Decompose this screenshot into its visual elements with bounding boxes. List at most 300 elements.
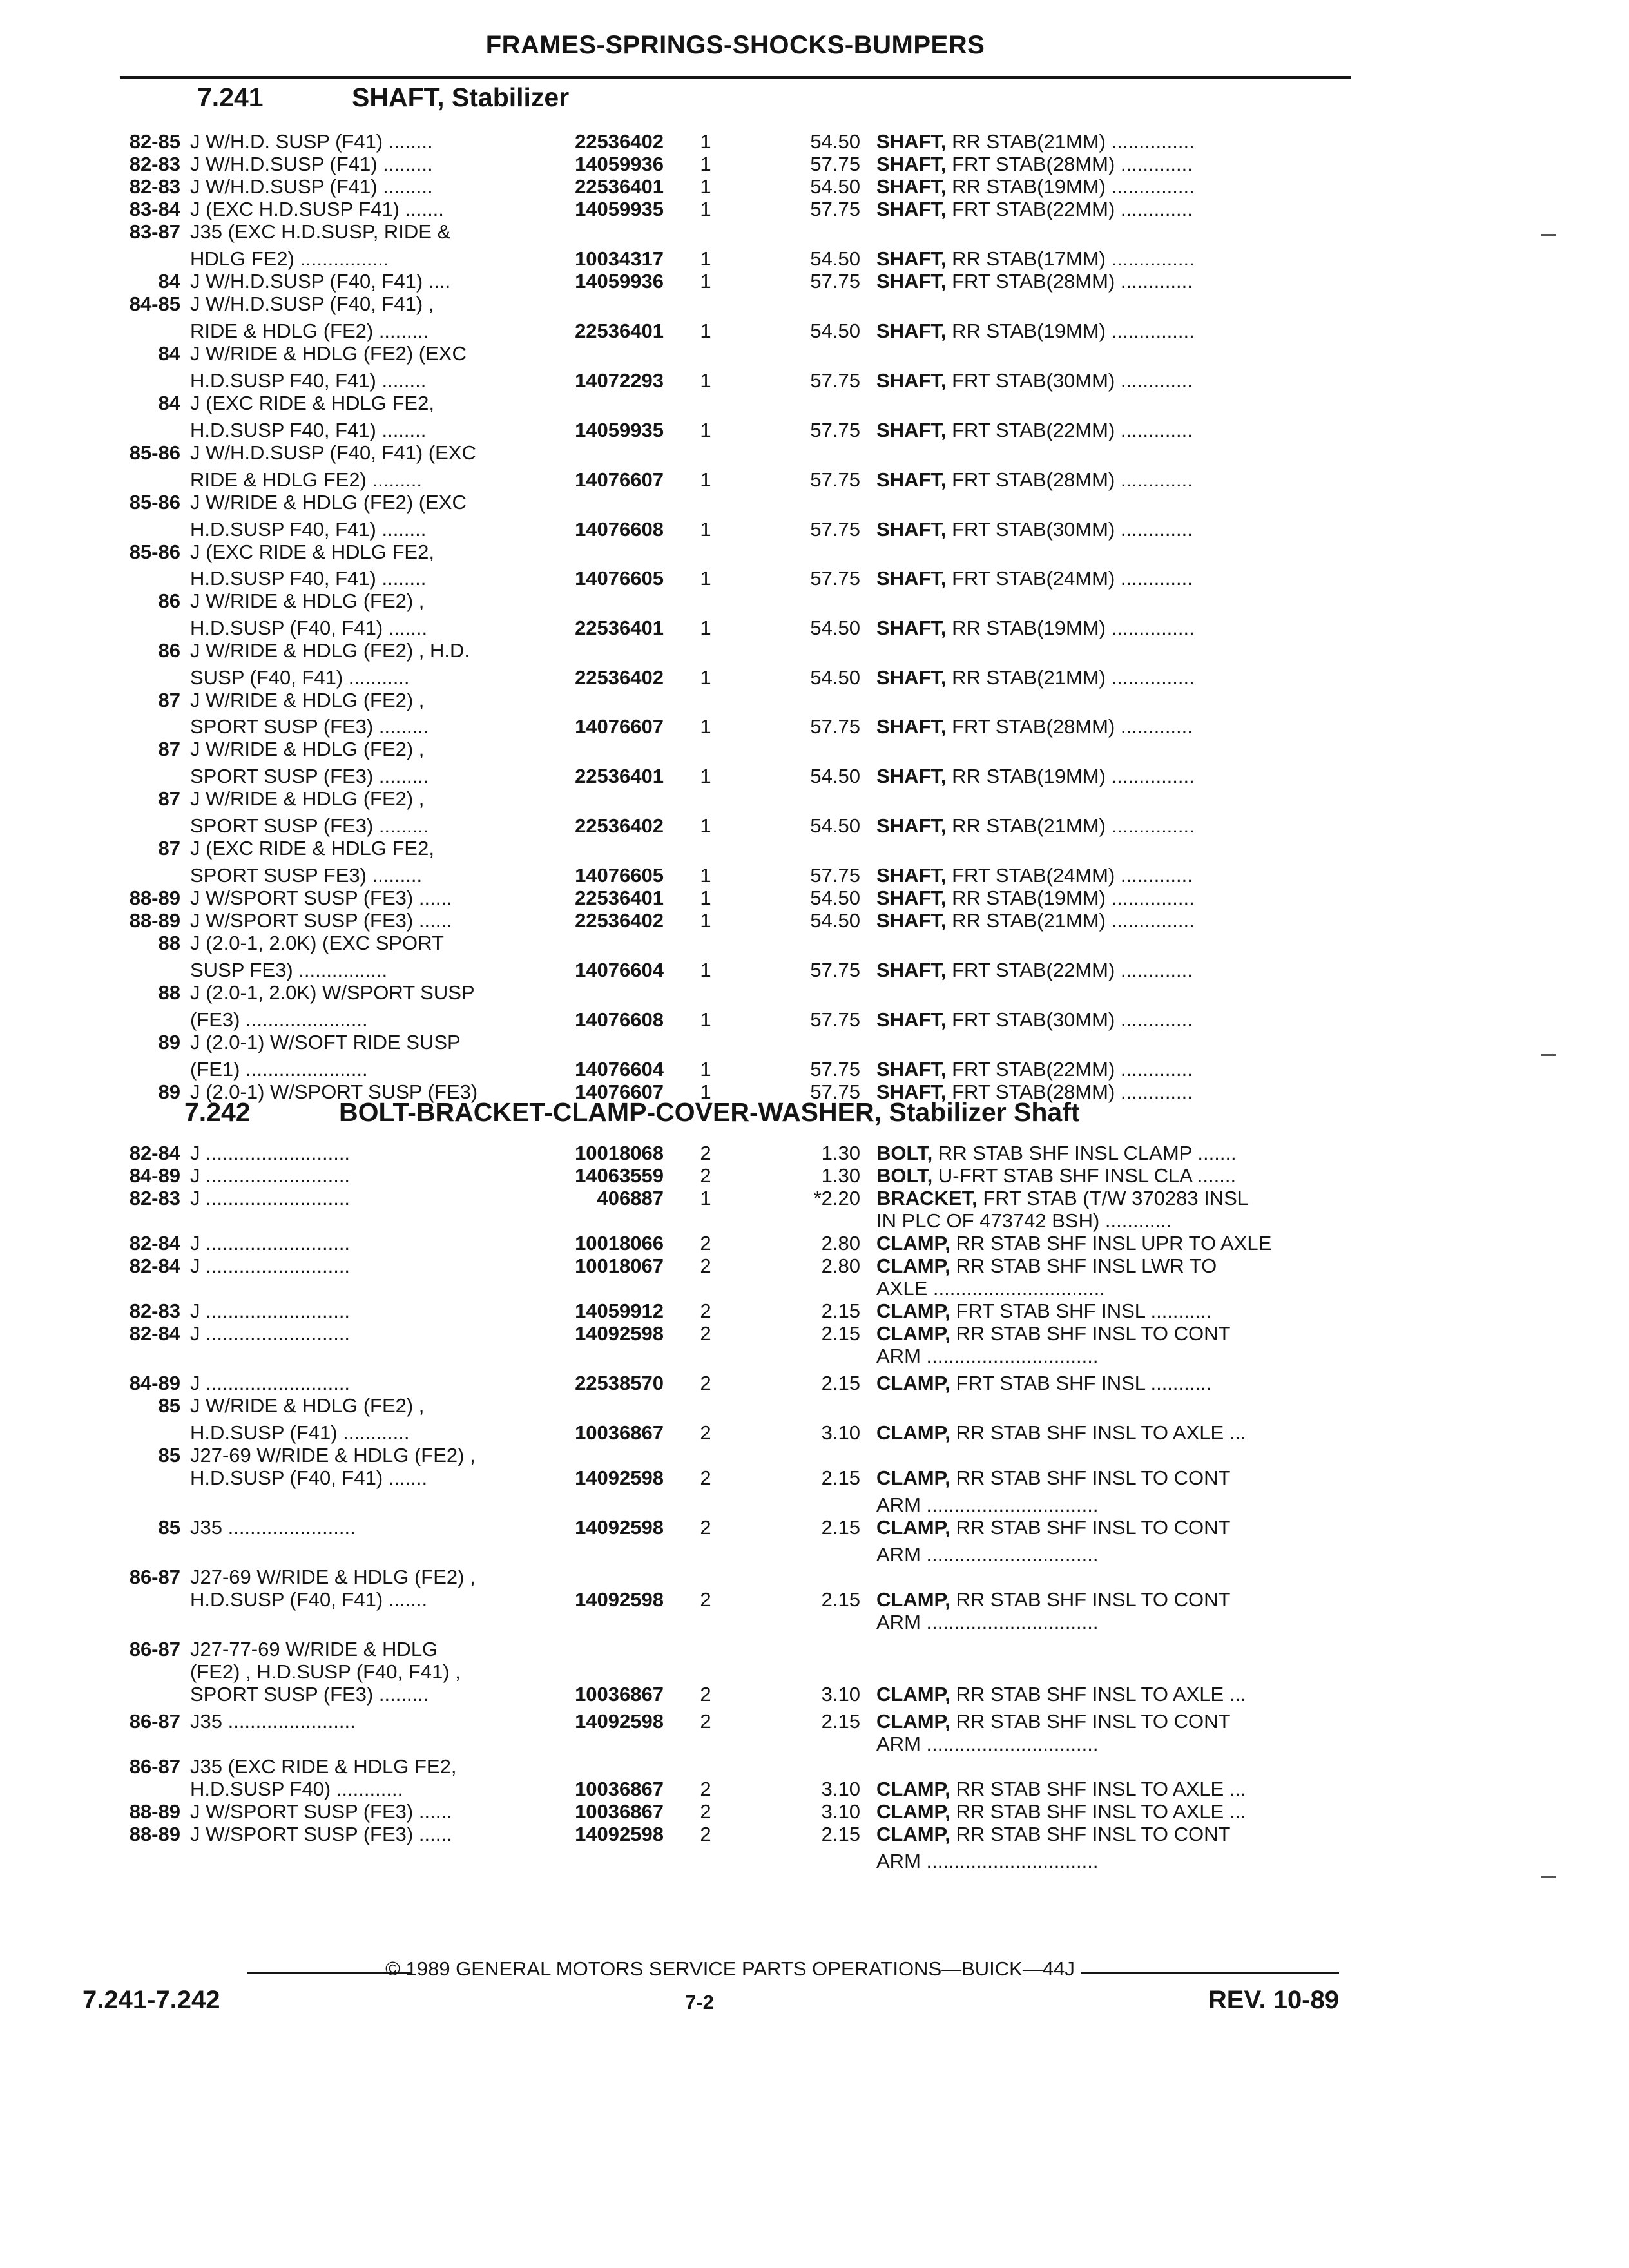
row-part: 10036867	[575, 1421, 664, 1444]
row-qty: 1	[700, 887, 711, 909]
part-name-keyword: BRACKET,	[876, 1187, 978, 1209]
row-part: 10018067	[575, 1254, 664, 1277]
row-part-name	[876, 1516, 1347, 1539]
row-desc: J27-69 W/RIDE & HDLG (FE2) ,	[190, 1444, 476, 1466]
parts-row	[103, 1588, 1347, 1611]
page-footer	[82, 1946, 1339, 2030]
row-part: 14072293	[575, 369, 664, 392]
row-part: 10018068	[575, 1142, 664, 1164]
row-qty: 2	[700, 1683, 711, 1706]
row-desc: H.D.SUSP (F40, F41) .......	[190, 1466, 428, 1489]
parts-row	[103, 887, 1347, 910]
row-years: 82-83	[129, 1187, 180, 1209]
part-name-keyword: SHAFT,	[876, 617, 947, 639]
part-name-detail: FRT STAB (T/W 370283 INSL	[977, 1187, 1249, 1209]
parts-row	[103, 1778, 1347, 1801]
row-part-name	[876, 1683, 1347, 1706]
part-name-detail: AXLE ...............................	[876, 1277, 1105, 1300]
row-qty: 1	[700, 864, 711, 887]
part-name-detail: FRT STAB SHF INSL ...........	[950, 1372, 1212, 1394]
part-name-detail: FRT STAB(24MM) .............	[946, 864, 1193, 887]
row-desc: RIDE & HDLG FE2) .........	[190, 468, 423, 491]
part-name-detail: FRT STAB(24MM) .............	[946, 567, 1193, 590]
parts-row	[103, 1277, 1347, 1300]
row-price: 54.50	[810, 130, 860, 153]
row-qty: 2	[700, 1516, 711, 1539]
row-price: 1.30	[821, 1142, 860, 1164]
row-price: 57.75	[810, 864, 860, 887]
parts-row	[103, 617, 1347, 640]
row-years: 88	[158, 932, 180, 954]
row-desc: J W/RIDE & HDLG (FE2) (EXC	[190, 491, 467, 514]
row-desc: (FE2) , H.D.SUSP (F40, F41) ,	[190, 1660, 461, 1683]
parts-row	[103, 1008, 1347, 1032]
row-years: 85-86	[129, 441, 180, 464]
part-name-detail: FRT STAB(30MM) .............	[946, 518, 1193, 541]
parts-row	[103, 715, 1347, 738]
row-qty: 1	[700, 518, 711, 541]
part-name-detail: RR STAB SHF INSL TO CONT	[950, 1516, 1231, 1539]
row-price: 57.75	[810, 1058, 860, 1081]
section-number: 7.242	[184, 1097, 251, 1127]
row-part: 22536401	[575, 175, 664, 198]
parts-row	[103, 1800, 1347, 1823]
parts-row	[103, 392, 1347, 415]
part-name-detail: RR STAB(21MM) ...............	[946, 814, 1195, 837]
row-qty: 2	[700, 1710, 711, 1733]
parts-row	[103, 1516, 1347, 1539]
row-desc: J W/SPORT SUSP (FE3) ......	[190, 1823, 452, 1845]
row-desc: RIDE & HDLG (FE2) .........	[190, 320, 429, 342]
row-part-name	[876, 153, 1347, 176]
row-part: 10036867	[575, 1683, 664, 1706]
row-years: 84	[158, 270, 180, 293]
row-desc: H.D.SUSP F40, F41) ........	[190, 518, 427, 541]
row-part-name	[876, 1232, 1347, 1255]
row-part-name	[876, 1611, 1347, 1634]
row-desc: J W/RIDE & HDLG (FE2) ,	[190, 738, 425, 760]
row-part: 22536402	[575, 130, 664, 153]
row-years: 85-86	[129, 541, 180, 563]
part-name-keyword: SHAFT,	[876, 814, 947, 837]
row-price: 54.50	[810, 666, 860, 689]
part-name-detail: RR STAB SHF INSL UPR TO AXLE	[950, 1232, 1272, 1254]
row-part-name	[876, 1209, 1347, 1233]
row-years: 82-84	[129, 1322, 180, 1345]
parts-row	[103, 293, 1347, 316]
part-name-keyword: CLAMP,	[876, 1516, 950, 1539]
part-name-detail: ARM ...............................	[876, 1494, 1099, 1516]
row-desc: J (2.0-1) W/SOFT RIDE SUSP	[190, 1031, 461, 1053]
row-part-name	[876, 1164, 1347, 1187]
row-years: 88-89	[129, 887, 180, 909]
row-price: 54.50	[810, 247, 860, 270]
row-price: 2.15	[821, 1300, 860, 1322]
part-name-keyword: SHAFT,	[876, 175, 947, 198]
row-qty: 1	[700, 814, 711, 837]
row-desc: J W/H.D.SUSP (F41) .........	[190, 175, 433, 198]
row-part-name	[876, 1421, 1347, 1445]
part-name-detail: FRT STAB(28MM) .............	[946, 153, 1193, 175]
part-name-keyword: SHAFT,	[876, 369, 947, 392]
row-years: 88-89	[129, 1800, 180, 1823]
row-part-name	[876, 419, 1347, 442]
parts-row	[103, 153, 1347, 176]
parts-row	[103, 1543, 1347, 1566]
row-qty: 2	[700, 1823, 711, 1845]
parts-row	[103, 1372, 1347, 1395]
row-part-name	[876, 1494, 1347, 1517]
row-price: 54.50	[810, 909, 860, 932]
row-part-name	[876, 1850, 1347, 1873]
row-part: 14076605	[575, 567, 664, 590]
row-years: 89	[158, 1031, 180, 1053]
row-desc: J ..........................	[190, 1164, 351, 1187]
part-name-keyword: CLAMP,	[876, 1421, 950, 1444]
parts-row	[103, 1683, 1347, 1706]
row-part-name	[876, 468, 1347, 492]
row-price: 57.75	[810, 1008, 860, 1031]
margin-tick-mark	[1541, 1054, 1556, 1056]
row-part-name	[876, 1800, 1347, 1823]
row-part-name	[876, 1588, 1347, 1611]
row-price: 2.15	[821, 1322, 860, 1345]
footer-rule-right	[1081, 1972, 1339, 1974]
parts-row	[103, 787, 1347, 811]
row-qty: 2	[700, 1142, 711, 1164]
parts-row	[103, 1444, 1347, 1467]
row-part: 14059912	[575, 1300, 664, 1322]
row-years: 85	[158, 1444, 180, 1466]
row-part: 22536401	[575, 617, 664, 639]
parts-row	[103, 468, 1347, 492]
row-part: 10036867	[575, 1800, 664, 1823]
row-part-name	[876, 1466, 1347, 1490]
row-qty: 1	[700, 369, 711, 392]
parts-row	[103, 666, 1347, 689]
row-years: 89	[158, 1081, 180, 1103]
part-name-keyword: SHAFT,	[876, 666, 947, 689]
part-name-detail: RR STAB(19MM) ...............	[946, 175, 1195, 198]
row-qty: 1	[700, 617, 711, 639]
part-name-detail: FRT STAB SHF INSL ...........	[950, 1300, 1212, 1322]
row-part: 14059936	[575, 270, 664, 293]
row-part-name	[876, 1543, 1347, 1566]
row-part-name	[876, 1300, 1347, 1323]
row-years: 86-87	[129, 1710, 180, 1733]
part-name-detail: FRT STAB(28MM) .............	[946, 270, 1193, 293]
parts-row	[103, 909, 1347, 932]
part-name-detail: RR STAB SHF INSL TO CONT	[950, 1588, 1231, 1611]
part-name-detail: RR STAB SHF INSL TO CONT	[950, 1466, 1231, 1489]
row-part: 14092598	[575, 1588, 664, 1611]
row-desc: J W/H.D.SUSP (F40, F41) (EXC	[190, 441, 476, 464]
row-part-name	[876, 1277, 1347, 1300]
row-part-name	[876, 765, 1347, 788]
row-years: 86-87	[129, 1566, 180, 1588]
row-price: 2.15	[821, 1516, 860, 1539]
part-name-detail: ARM ...............................	[876, 1850, 1099, 1872]
footer-page-number: 7-2	[685, 1991, 714, 2013]
row-years: 82-83	[129, 153, 180, 175]
row-price: 54.50	[810, 814, 860, 837]
row-part: 22536402	[575, 666, 664, 689]
row-part-name	[876, 247, 1347, 271]
row-desc: J W/RIDE & HDLG (FE2) ,	[190, 787, 425, 810]
parts-row	[103, 1494, 1347, 1517]
parts-row	[103, 1850, 1347, 1873]
row-desc: SUSP FE3) ................	[190, 959, 388, 981]
row-years: 85	[158, 1394, 180, 1417]
parts-row	[103, 419, 1347, 442]
part-name-detail: RR STAB(19MM) ...............	[946, 320, 1195, 342]
part-name-keyword: BOLT,	[876, 1164, 933, 1187]
row-qty: 2	[700, 1300, 711, 1322]
row-qty: 1	[700, 468, 711, 491]
row-qty: 2	[700, 1254, 711, 1277]
row-part-name	[876, 1142, 1347, 1165]
part-name-detail: RR STAB(21MM) ...............	[946, 130, 1195, 153]
row-part: 406887	[597, 1187, 664, 1209]
parts-row	[103, 1611, 1347, 1634]
row-price: 2.80	[821, 1232, 860, 1254]
parts-row	[103, 518, 1347, 541]
row-part: 22536402	[575, 909, 664, 932]
part-name-detail: FRT STAB(22MM) .............	[946, 1058, 1193, 1081]
row-part-name	[876, 369, 1347, 392]
section-title: SHAFT, Stabilizer	[352, 82, 570, 112]
row-desc: J ..........................	[190, 1187, 351, 1209]
section-title: BOLT-BRACKET-CLAMP-COVER-WASHER, Stabilizer Shaft	[339, 1097, 1080, 1127]
row-desc: J W/H.D. SUSP (F41) ........	[190, 130, 433, 153]
row-price: 2.15	[821, 1466, 860, 1489]
row-years: 84	[158, 342, 180, 365]
part-name-detail: FRT STAB(30MM) .............	[946, 1008, 1193, 1031]
footer-section-range: 7.241-7.242	[82, 1986, 220, 2014]
part-name-keyword: SHAFT,	[876, 1008, 947, 1031]
row-years: 88-89	[129, 909, 180, 932]
part-name-detail: RR STAB SHF INSL TO CONT	[950, 1823, 1231, 1845]
row-desc: SPORT SUSP (FE3) .........	[190, 1683, 429, 1706]
part-name-detail: RR STAB(19MM) ...............	[946, 617, 1195, 639]
row-part: 14076607	[575, 468, 664, 491]
row-desc: HDLG FE2) ................	[190, 247, 389, 270]
row-desc: J W/RIDE & HDLG (FE2) , H.D.	[190, 639, 470, 662]
row-qty: 2	[700, 1372, 711, 1394]
parts-row	[103, 342, 1347, 365]
row-desc: J W/RIDE & HDLG (FE2) ,	[190, 689, 425, 711]
parts-row	[103, 491, 1347, 514]
row-desc: J35 (EXC H.D.SUSP, RIDE &	[190, 220, 451, 243]
row-years: 87	[158, 837, 180, 860]
part-name-keyword: SHAFT,	[876, 864, 947, 887]
parts-row	[103, 864, 1347, 887]
row-part: 14092598	[575, 1466, 664, 1489]
row-part-name	[876, 887, 1347, 910]
row-qty: 2	[700, 1588, 711, 1611]
row-qty: 1	[700, 666, 711, 689]
row-part-name	[876, 1778, 1347, 1801]
parts-row	[103, 1823, 1347, 1846]
part-name-keyword: SHAFT,	[876, 270, 947, 293]
parts-row	[103, 1660, 1347, 1684]
part-name-keyword: SHAFT,	[876, 130, 947, 153]
footer-revision: REV. 10-89	[1208, 1986, 1339, 2014]
row-part-name	[876, 617, 1347, 640]
row-desc: SPORT SUSP (FE3) .........	[190, 814, 429, 837]
row-part: 14059936	[575, 153, 664, 175]
part-name-keyword: CLAMP,	[876, 1300, 950, 1322]
row-desc: H.D.SUSP F40, F41) ........	[190, 369, 427, 392]
part-name-detail: FRT STAB(30MM) .............	[946, 369, 1193, 392]
row-qty: 1	[700, 198, 711, 220]
part-name-detail: RR STAB(19MM) ...............	[946, 887, 1195, 909]
part-name-detail: ARM ...............................	[876, 1611, 1099, 1633]
row-years: 82-85	[129, 130, 180, 153]
part-name-keyword: SHAFT,	[876, 959, 947, 981]
margin-tick-mark	[1541, 1876, 1556, 1878]
part-name-keyword: SHAFT,	[876, 198, 947, 220]
row-desc: J (EXC RIDE & HDLG FE2,	[190, 541, 434, 563]
row-years: 84	[158, 392, 180, 414]
row-qty: 1	[700, 1058, 711, 1081]
row-price: 57.75	[810, 270, 860, 293]
parts-row	[103, 220, 1347, 244]
part-name-keyword: CLAMP,	[876, 1823, 950, 1845]
part-name-keyword: CLAMP,	[876, 1232, 950, 1254]
row-years: 86	[158, 639, 180, 662]
row-desc: J35 (EXC RIDE & HDLG FE2,	[190, 1755, 457, 1778]
part-name-detail: ARM ...............................	[876, 1733, 1099, 1755]
row-price: 54.50	[810, 320, 860, 342]
part-name-detail: FRT STAB(28MM) .............	[946, 715, 1193, 738]
parts-row	[103, 270, 1347, 293]
row-qty: 1	[700, 909, 711, 932]
row-price: *2.20	[813, 1187, 860, 1209]
row-desc: J ..........................	[190, 1300, 351, 1322]
row-desc: J35 .......................	[190, 1710, 356, 1733]
part-name-detail: FRT STAB(22MM) .............	[946, 419, 1193, 441]
part-name-keyword: SHAFT,	[876, 1058, 947, 1081]
parts-row	[103, 1187, 1347, 1210]
part-name-keyword: CLAMP,	[876, 1778, 950, 1800]
row-desc: J (EXC RIDE & HDLG FE2,	[190, 837, 434, 860]
row-part: 10034317	[575, 247, 664, 270]
row-part: 14076607	[575, 1081, 664, 1103]
row-years: 88-89	[129, 1823, 180, 1845]
row-desc: J ..........................	[190, 1142, 351, 1164]
row-part-name	[876, 130, 1347, 153]
row-desc: J W/H.D.SUSP (F41) .........	[190, 153, 433, 175]
parts-row	[103, 1710, 1347, 1733]
row-price: 3.10	[821, 1778, 860, 1800]
row-part: 14092598	[575, 1516, 664, 1539]
row-qty: 2	[700, 1164, 711, 1187]
row-qty: 1	[700, 1081, 711, 1103]
parts-row	[103, 1755, 1347, 1778]
row-price: 57.75	[810, 959, 860, 981]
row-part: 22538570	[575, 1372, 664, 1394]
part-name-detail: RR STAB SHF INSL TO AXLE ...	[950, 1421, 1246, 1444]
row-years: 83-87	[129, 220, 180, 243]
row-desc: J ..........................	[190, 1232, 351, 1254]
part-name-detail: FRT STAB(22MM) .............	[946, 959, 1193, 981]
parts-row	[103, 1209, 1347, 1233]
row-price: 2.15	[821, 1710, 860, 1733]
row-qty: 1	[700, 765, 711, 787]
part-name-keyword: SHAFT,	[876, 715, 947, 738]
row-desc: H.D.SUSP (F40, F41) .......	[190, 1588, 428, 1611]
row-qty: 1	[700, 320, 711, 342]
part-name-detail: IN PLC OF 473742 BSH) ............	[876, 1209, 1172, 1232]
row-desc: J W/RIDE & HDLG (FE2) ,	[190, 1394, 425, 1417]
part-name-detail: RR STAB SHF INSL TO AXLE ...	[950, 1683, 1246, 1706]
row-price: 57.75	[810, 198, 860, 220]
row-price: 57.75	[810, 518, 860, 541]
row-part: 22536402	[575, 814, 664, 837]
row-price: 54.50	[810, 887, 860, 909]
row-part: 14076605	[575, 864, 664, 887]
parts-row	[103, 175, 1347, 198]
parts-row	[103, 981, 1347, 1004]
parts-row	[103, 1142, 1347, 1165]
row-part-name	[876, 175, 1347, 198]
row-desc: J W/RIDE & HDLG (FE2) ,	[190, 590, 425, 612]
parts-row	[103, 247, 1347, 271]
row-price: 2.80	[821, 1254, 860, 1277]
parts-row	[103, 1322, 1347, 1345]
row-part: 14092598	[575, 1823, 664, 1845]
row-desc: J27-77-69 W/RIDE & HDLG	[190, 1638, 438, 1660]
part-name-detail: ARM ...............................	[876, 1345, 1099, 1367]
row-qty: 2	[700, 1778, 711, 1800]
row-part-name	[876, 715, 1347, 738]
section-number: 7.241	[197, 82, 264, 112]
row-desc: J W/H.D.SUSP (F40, F41) ,	[190, 293, 434, 315]
row-desc: J (2.0-1, 2.0K) W/SPORT SUSP	[190, 981, 475, 1004]
row-years: 86-87	[129, 1638, 180, 1660]
row-part-name	[876, 567, 1347, 590]
row-price: 2.15	[821, 1372, 860, 1394]
row-years: 82-84	[129, 1232, 180, 1254]
row-price: 57.75	[810, 153, 860, 175]
row-desc: (FE3) ......................	[190, 1008, 368, 1031]
row-part-name	[876, 270, 1347, 293]
row-years: 86	[158, 590, 180, 612]
parts-row	[103, 590, 1347, 613]
row-desc: J W/RIDE & HDLG (FE2) (EXC	[190, 342, 467, 365]
part-name-keyword: BOLT,	[876, 1142, 933, 1164]
row-price: 3.10	[821, 1800, 860, 1823]
row-years: 84-85	[129, 293, 180, 315]
row-price: 57.75	[810, 1081, 860, 1103]
row-part-name	[876, 1008, 1347, 1032]
row-desc: J W/SPORT SUSP (FE3) ......	[190, 1800, 452, 1823]
row-years: 88	[158, 981, 180, 1004]
row-desc: J W/SPORT SUSP (FE3) ......	[190, 909, 452, 932]
row-desc: (FE1) ......................	[190, 1058, 368, 1081]
row-part: 14059935	[575, 419, 664, 441]
row-qty: 2	[700, 1322, 711, 1345]
part-name-keyword: CLAMP,	[876, 1710, 950, 1733]
part-name-keyword: SHAFT,	[876, 320, 947, 342]
row-part-name	[876, 1733, 1347, 1756]
row-years: 82-84	[129, 1142, 180, 1164]
parts-row	[103, 1566, 1347, 1589]
row-price: 57.75	[810, 369, 860, 392]
part-name-detail: RR STAB(19MM) ...............	[946, 765, 1195, 787]
part-name-detail: FRT STAB(28MM) .............	[946, 1081, 1193, 1103]
